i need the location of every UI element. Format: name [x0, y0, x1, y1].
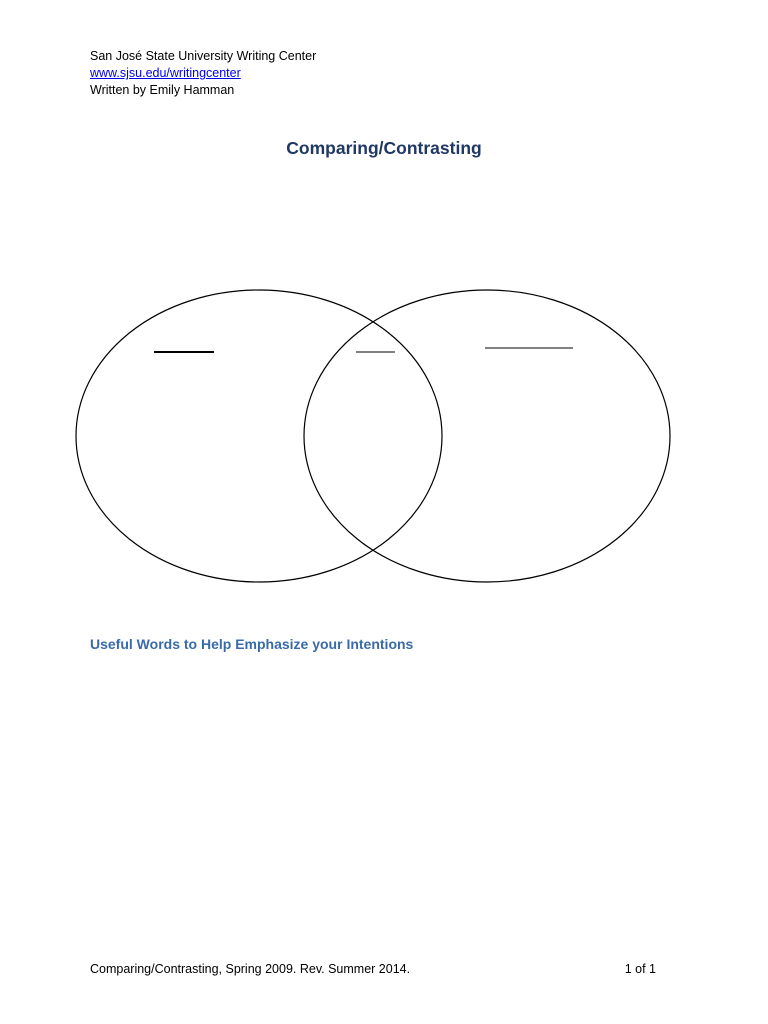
left-circle: [76, 290, 442, 582]
right-circle: [304, 290, 670, 582]
page-title: Comparing/Contrasting: [286, 138, 482, 158]
header-organization: San José State University Writing Center: [90, 49, 317, 63]
page-number: 1 of 1: [624, 962, 656, 976]
header-website-link[interactable]: www.sjsu.edu/writingcenter: [90, 66, 241, 80]
header-author: Written by Emily Hamman: [90, 83, 235, 97]
useful-words-heading: Useful Words to Help Emphasize your Intentions: [90, 636, 414, 652]
footer-citation: Comparing/Contrasting, Spring 2009. Rev. Summer 2014.: [90, 962, 411, 976]
